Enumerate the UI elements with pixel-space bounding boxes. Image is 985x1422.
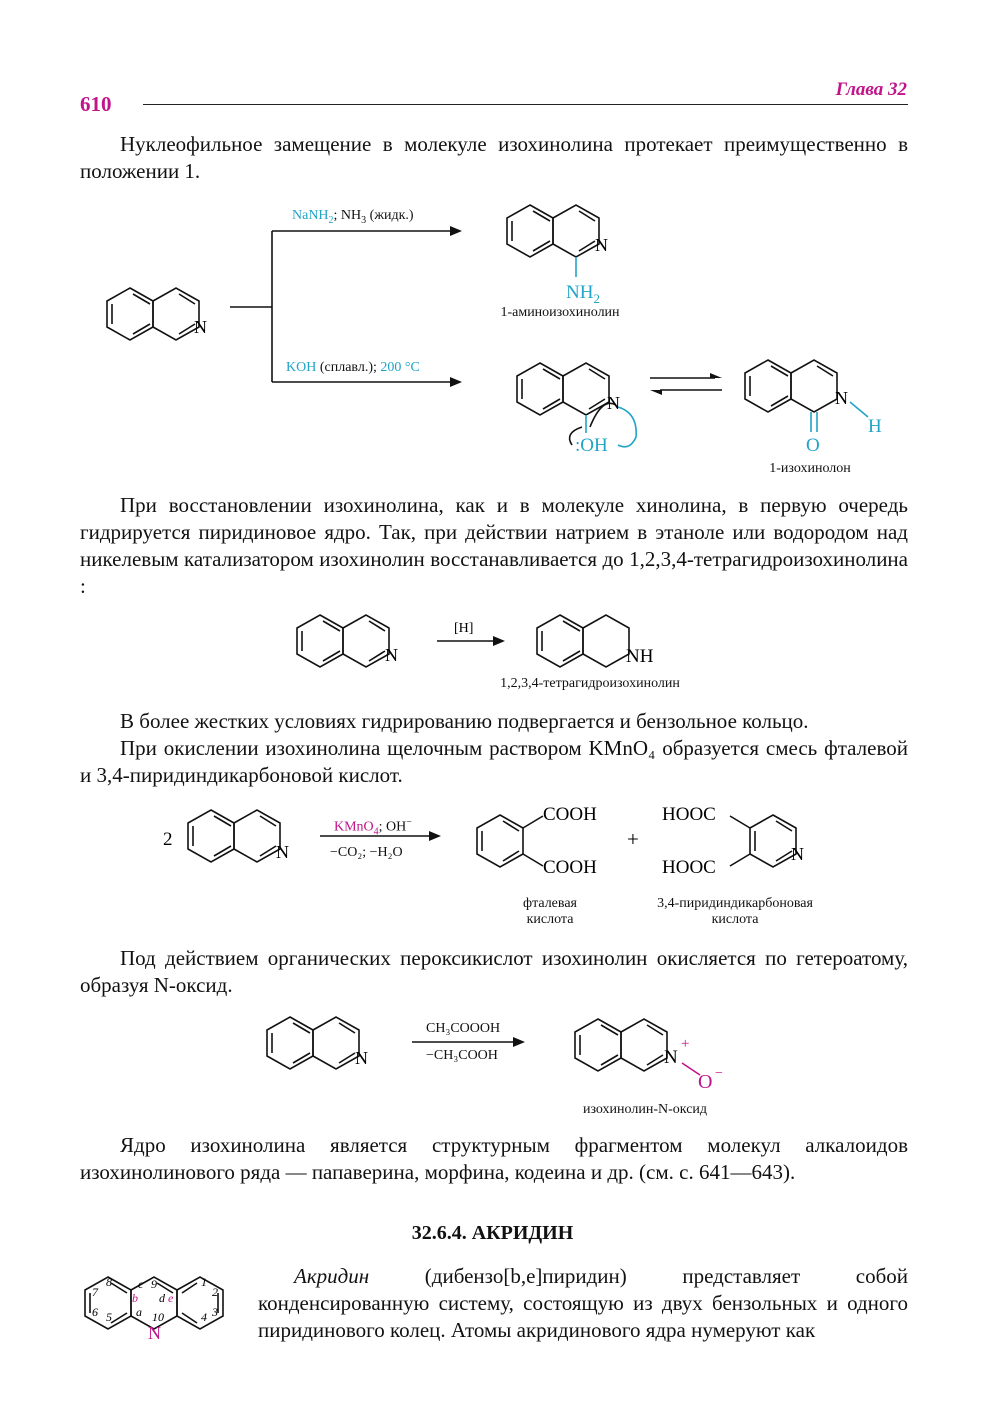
reagent-co2-h2o: −CO₂; −H₂O xyxy=(330,845,403,860)
svg-text:N: N xyxy=(276,842,289,862)
svg-text:COOH: COOH xyxy=(543,857,597,878)
n-label: N xyxy=(194,317,207,337)
svg-text:O: O xyxy=(698,1071,713,1093)
oh-label: :OH xyxy=(575,435,608,456)
svg-text:2: 2 xyxy=(212,1285,218,1299)
caption-aminoisoquinoline: 1-аминоизохинолин xyxy=(500,305,620,320)
paragraph-2: При восстановлении изохинолина, как и в молекуле хинолина, в первую очередь гидрируется пиридиновое ядро. Так, при действии натрием в этаноле или водородом над никелевым катализатором изохинолин восстанавливается до 1,2,3,4-тетрагидроизохинолина : xyxy=(80,493,908,598)
svg-text:HOOC: HOOC xyxy=(662,804,716,825)
isoquinoline-reactant xyxy=(107,288,199,340)
isoquinoline-reactant-4 xyxy=(267,1017,359,1069)
svg-text:a: a xyxy=(136,1305,142,1319)
svg-text:3: 3 xyxy=(212,1305,218,1319)
phthalic-acid-structure xyxy=(477,815,543,867)
paragraph-3b: При окислении изохинолина щелочным раствором KMnO₄ образуется смесь фталевой и 3,4-пиридиндикарбоновой кислот. xyxy=(80,736,908,787)
caption-isoquinolone: 1-изохинолон xyxy=(769,461,851,476)
svg-text:1: 1 xyxy=(201,1275,207,1289)
scheme-nucleophilic-substitution xyxy=(0,195,985,485)
svg-text:8: 8 xyxy=(106,1275,112,1289)
svg-text:N: N xyxy=(385,645,398,665)
isoquinoline-reactant-3 xyxy=(188,810,280,862)
coefficient: 2 xyxy=(163,829,173,850)
pyridinedicarboxylic-acid-structure xyxy=(730,815,796,867)
svg-text:COOH: COOH xyxy=(543,804,597,825)
aminoisoquinoline-structure xyxy=(507,205,599,277)
page-number: 610 xyxy=(80,92,112,116)
svg-text:10: 10 xyxy=(152,1310,164,1324)
paragraph-1: Нуклеофильное замещение в молекуле изохинолина протекает преимущественно в положении 1. xyxy=(80,132,908,183)
paragraph-4: Под действием органических пероксикислот изохинолин окисляется по гетероатому, образуя N-оксид. xyxy=(80,946,908,997)
svg-text:N: N xyxy=(835,388,848,408)
svg-text:N: N xyxy=(148,1323,161,1343)
svg-text:+: + xyxy=(627,827,639,851)
reagent-kmno4: KMnO$_4$; OH− xyxy=(334,817,412,838)
reagent-koh: KOH (сплавл.); 200 °C xyxy=(286,360,420,375)
svg-text:+: + xyxy=(681,1036,690,1052)
isoquinoline-reactant-2 xyxy=(297,615,389,667)
acridine-structure xyxy=(78,1262,248,1352)
paragraph-5: Ядро изохинолина является структурным фрагментом молекул алкалоидов изохинолинового ряда — папаверина, морфина, кодеина и др. (см. с. 641—643). xyxy=(80,1133,908,1184)
svg-text:6: 6 xyxy=(92,1305,98,1319)
svg-text:N: N xyxy=(595,235,608,255)
svg-text:9: 9 xyxy=(151,1277,157,1291)
svg-text:5: 5 xyxy=(106,1310,112,1324)
reagent-peracetic-acid: CH₃COOOH xyxy=(426,1021,501,1036)
caption-pyridinedicarboxylic-acid: 3,4-пиридиндикарбоновая кислота xyxy=(657,896,813,927)
caption-tetrahydroisoquinoline: 1,2,3,4-тетрагидроизохинолин xyxy=(500,676,680,691)
caption-phthalic-acid: фталевая кислота xyxy=(523,896,577,927)
header-rule xyxy=(143,104,908,105)
reagent-nanh2: NaNH$_2$; $NH_3$ (жидк.) xyxy=(292,208,414,226)
svg-text:N: N xyxy=(607,393,620,413)
svg-text:d: d xyxy=(159,1291,165,1305)
chapter-title: Глава 32 xyxy=(835,79,907,100)
nh2-label: $NH_2$ xyxy=(566,282,600,306)
reagent-acetic-acid: −CH₃COOH xyxy=(426,1048,498,1063)
svg-text:N: N xyxy=(791,844,804,864)
paragraph-6: Акридин (дибензо[b,e]пиридин) представляет собой конденсированную систему, состоящую из двух бензольных и одного пиридинового колец. Атомы акридинового ядра нумеруют как xyxy=(258,1264,908,1342)
svg-text:b: b xyxy=(132,1291,138,1305)
svg-text:N: N xyxy=(664,1047,678,1068)
svg-text:H: H xyxy=(868,416,882,437)
caption-isoquinoline-n-oxide: изохинолин-N-оксид xyxy=(582,1102,708,1117)
svg-text:O: O xyxy=(806,435,820,456)
paragraph-3a: В более жестких условиях гидрированию подвергается и бензольное кольцо. xyxy=(120,709,809,733)
isoquinolone-structure xyxy=(745,360,868,432)
svg-text:N: N xyxy=(355,1048,368,1068)
reagent-h: [H] xyxy=(454,621,474,636)
scheme-oxidation xyxy=(0,800,985,900)
svg-text:HOOC: HOOC xyxy=(662,857,716,878)
svg-text:c: c xyxy=(138,1277,144,1291)
section-title: 32.6.4. АКРИДИН xyxy=(411,1222,574,1244)
tetrahydroisoquinoline-structure xyxy=(537,615,629,667)
svg-text:4: 4 xyxy=(201,1310,207,1324)
svg-text:−: − xyxy=(715,1066,723,1081)
svg-text:e: e xyxy=(168,1291,174,1305)
svg-text:7: 7 xyxy=(92,1285,98,1299)
svg-text:NH: NH xyxy=(626,646,654,667)
